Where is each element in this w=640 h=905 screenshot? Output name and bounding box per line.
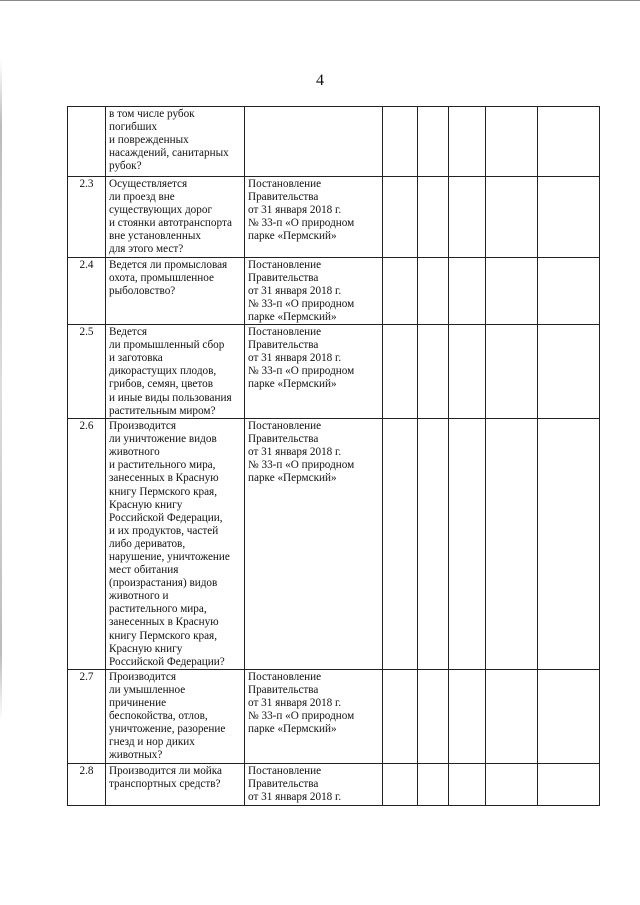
notes-cell xyxy=(538,177,600,258)
question-cell: Производится ли уничтожение видов животного и растительного мира, занесенных в Красную книгу Пермского края, Красную книгу Российской Федерации, и их продуктов, частей либо дериватов, нарушение, уничтожение мест обитания (произрастания) видов животного и растительного мира, занесенных в Красную книгу Пермского края, Красную книгу Российской Федерации? xyxy=(106,419,245,670)
answer-yes-cell xyxy=(383,177,418,258)
blank-cell xyxy=(486,763,538,805)
question-cell: Производится ли мойка транспортных средств? xyxy=(106,763,245,805)
blank-cell xyxy=(486,177,538,258)
reference-cell: Постановление Правительства от 31 января 2018 г. № 33-п «О природном парке «Пермский» xyxy=(245,257,383,324)
question-cell: в том числе рубок погибших и поврежденных насаждений, санитарных рубок? xyxy=(106,107,245,177)
table-row xyxy=(68,107,600,177)
question-cell: Ведется ли промышленный сбор и заготовка дикорастущих плодов, грибов, семян, цветов и иные виды пользования растительным миром? xyxy=(106,325,245,419)
item-number: 2.7 xyxy=(68,669,106,763)
scan-edge-top xyxy=(0,0,640,1)
blank-cell xyxy=(486,419,538,670)
answer-no-cell xyxy=(418,257,449,324)
answer-no-cell xyxy=(418,419,449,670)
answer-no-cell xyxy=(418,669,449,763)
answer-no-cell xyxy=(418,325,449,419)
item-number xyxy=(68,107,106,177)
notes-cell xyxy=(538,107,600,177)
answer-yes-cell xyxy=(383,669,418,763)
blank-cell xyxy=(486,669,538,763)
item-number: 2.3 xyxy=(68,177,106,258)
item-number: 2.6 xyxy=(68,419,106,670)
table-row xyxy=(68,763,600,805)
answer-na-cell xyxy=(449,177,486,258)
table-row xyxy=(68,177,600,258)
blank-cell xyxy=(486,257,538,324)
answer-na-cell xyxy=(449,419,486,670)
blank-cell xyxy=(486,325,538,419)
table-row xyxy=(68,325,600,419)
answer-na-cell xyxy=(449,763,486,805)
answer-yes-cell xyxy=(383,763,418,805)
reference-cell: Постановление Правительства от 31 января 2018 г. № 33-п «О природном парке «Пермский» xyxy=(245,669,383,763)
answer-yes-cell xyxy=(383,419,418,670)
answer-na-cell xyxy=(449,669,486,763)
table-row xyxy=(68,669,600,763)
item-number: 2.8 xyxy=(68,763,106,805)
table-row xyxy=(68,419,600,670)
item-number: 2.4 xyxy=(68,257,106,324)
answer-no-cell xyxy=(418,107,449,177)
notes-cell xyxy=(538,763,600,805)
answer-yes-cell xyxy=(383,107,418,177)
reference-cell: Постановление Правительства от 31 января 2018 г. № 33-п «О природном парке «Пермский» xyxy=(245,419,383,670)
answer-yes-cell xyxy=(383,325,418,419)
scan-edge-left xyxy=(0,60,2,720)
checklist-table xyxy=(67,106,600,806)
answer-no-cell xyxy=(418,177,449,258)
answer-no-cell xyxy=(418,763,449,805)
answer-na-cell xyxy=(449,107,486,177)
answer-na-cell xyxy=(449,325,486,419)
blank-cell xyxy=(486,107,538,177)
page-number: 4 xyxy=(316,72,324,89)
notes-cell xyxy=(538,257,600,324)
notes-cell xyxy=(538,325,600,419)
notes-cell xyxy=(538,419,600,670)
answer-yes-cell xyxy=(383,257,418,324)
reference-cell xyxy=(245,107,383,177)
reference-cell: Постановление Правительства от 31 января 2018 г. № 33-п «О природном парке «Пермский» xyxy=(245,177,383,258)
question-cell: Осуществляется ли проезд вне существующих дорог и стоянки автотранспорта вне установленных для этого мест? xyxy=(106,177,245,258)
question-cell: Производится ли умышленное причинение беспокойства, отлов, уничтожение, разорение гнезд и нор диких животных? xyxy=(106,669,245,763)
answer-na-cell xyxy=(449,257,486,324)
item-number: 2.5 xyxy=(68,325,106,419)
table-row xyxy=(68,257,600,324)
notes-cell xyxy=(538,669,600,763)
reference-cell: Постановление Правительства от 31 января 2018 г. № 33-п «О природном парке «Пермский» xyxy=(245,325,383,419)
reference-cell: Постановление Правительства от 31 января 2018 г. xyxy=(245,763,383,805)
question-cell: Ведется ли промысловая охота, промышленное рыболовство? xyxy=(106,257,245,324)
